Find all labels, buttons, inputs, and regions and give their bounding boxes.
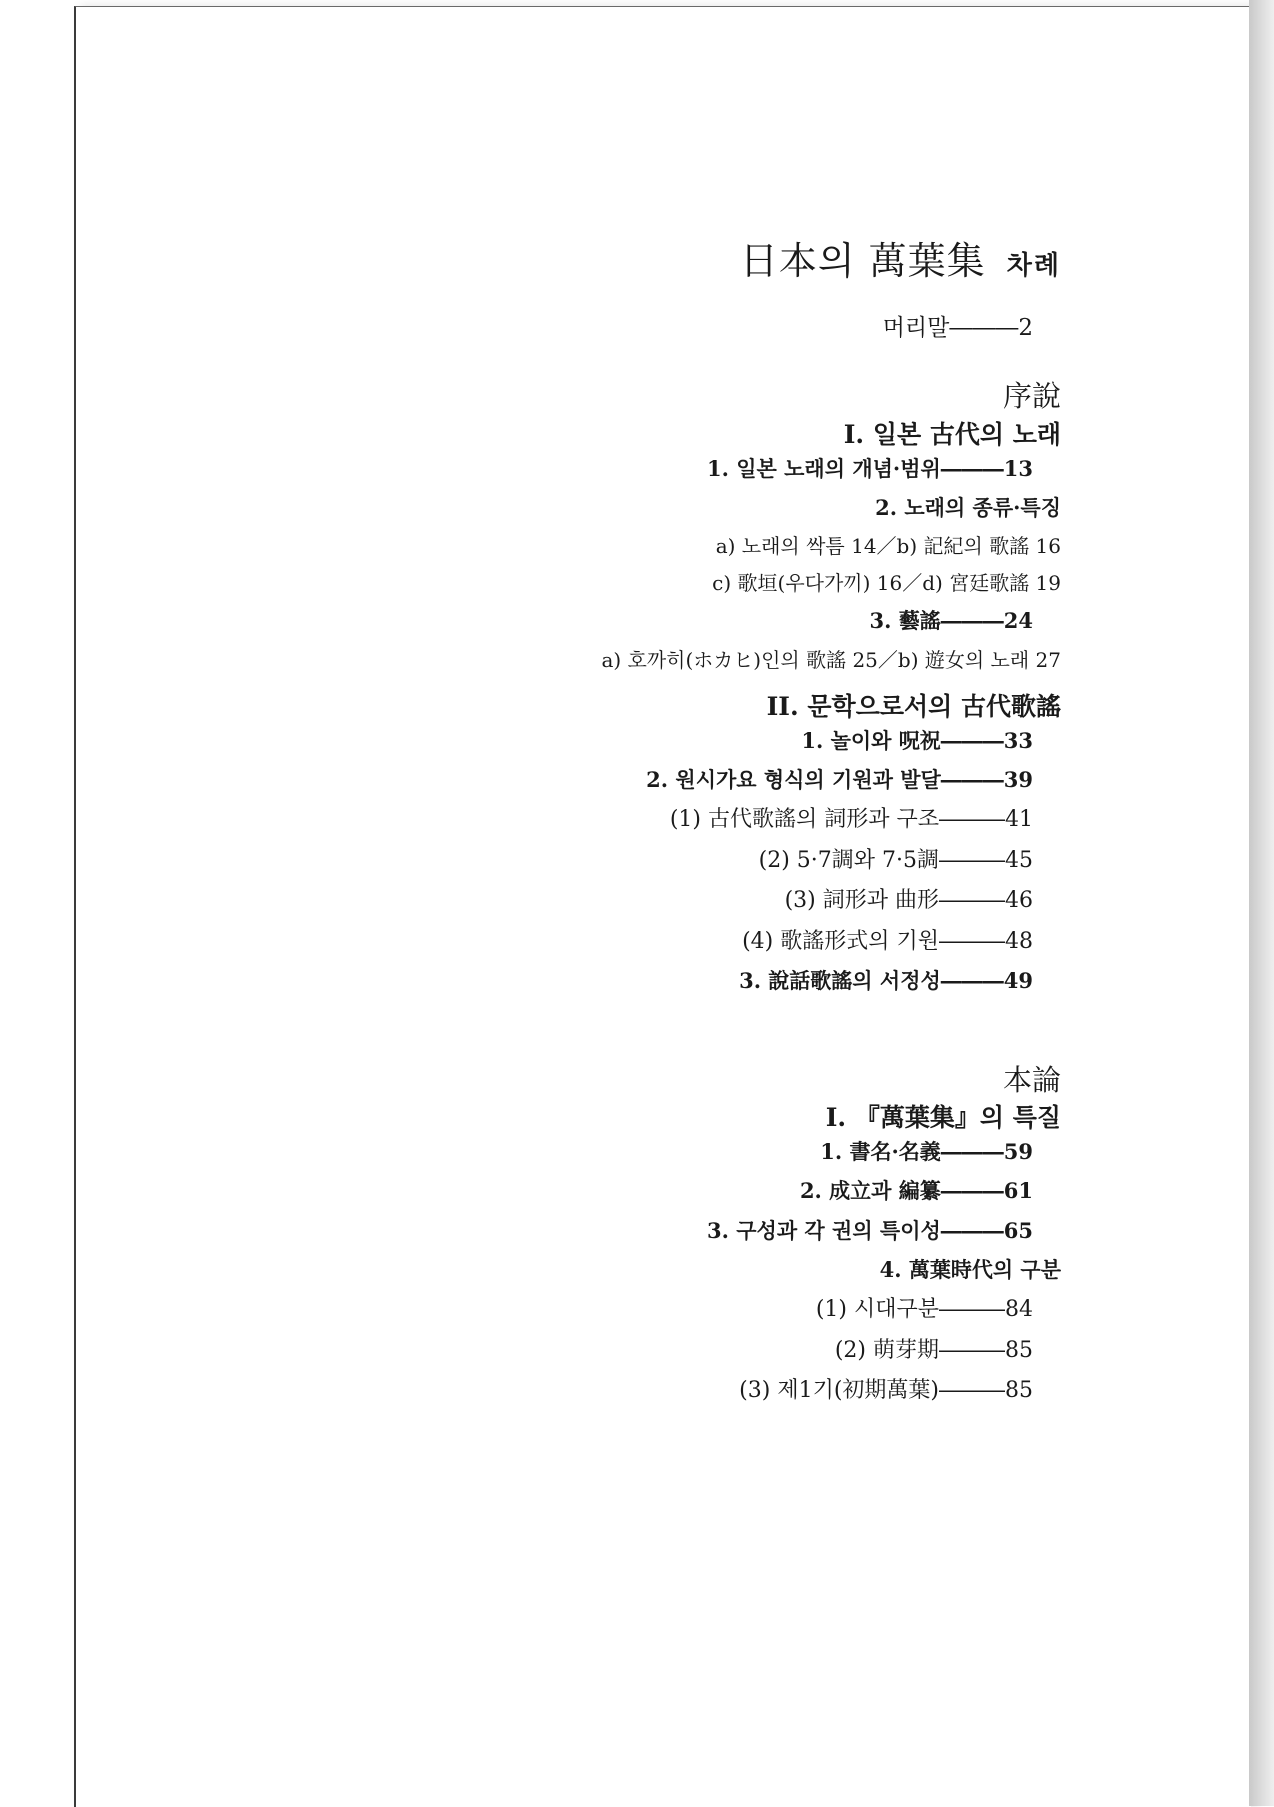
toc-title: 日本의 萬葉集 (739, 239, 986, 283)
toc-subsection: (3) 詞形과 曲形―――46 (784, 888, 1033, 914)
toc-section: 3. 說話歌謠의 서정성―――49 (739, 968, 1033, 994)
toc-subsection: (1) 古代歌謠의 詞形과 구조―――41 (669, 807, 1033, 833)
toc-subsection: (3) 제1기(初期萬葉)―――85 (739, 1378, 1033, 1403)
toc-section: 2. 成立과 編纂―――61 (799, 1178, 1033, 1204)
toc-part-main: 本論 (1002, 1062, 1061, 1097)
toc-part-intro: 序說 (1002, 379, 1061, 414)
toc-section: 2. 노래의 종류·특징 (875, 495, 1061, 520)
toc-title-line (161, 238, 1061, 286)
toc-subsection: a) 노래의 싹틈 14／b) 記紀의 歌謠 16 (715, 534, 1061, 559)
toc-section: 1. 놀이와 呪祝―――33 (801, 727, 1033, 753)
toc-subsection: c) 歌垣(우다가끼) 16／d) 宮廷歌謠 19 (712, 571, 1061, 596)
toc-section: 2. 원시가요 형식의 기원과 발달―――39 (646, 767, 1033, 792)
table-of-contents (161, 238, 1061, 1418)
toc-section: 4. 萬葉時代의 구분 (879, 1256, 1061, 1282)
toc-chapter: II. 문학으로서의 古代歌謠 (766, 691, 1061, 721)
toc-chapter: I. 『萬葉集』의 특질 (825, 1102, 1061, 1132)
toc-subsection: (1) 시대구분―――84 (815, 1297, 1033, 1322)
toc-section: 1. 일본 노래의 개념·범위―――13 (707, 455, 1033, 481)
toc-subsection: (2) 萌芽期―――85 (834, 1337, 1033, 1363)
toc-title-sub: 차례 (1006, 251, 1061, 281)
toc-section: 1. 書名·名義―――59 (820, 1139, 1033, 1164)
toc-subsection: (4) 歌謠形式의 기원―――48 (742, 928, 1033, 954)
toc-entry-preface: 머리말―――2 (882, 314, 1033, 341)
toc-chapter: I. 일본 古代의 노래 (843, 419, 1061, 449)
toc-subsection: a) 호까히(ホカヒ)인의 歌謠 25／b) 遊女의 노래 27 (601, 647, 1061, 672)
page-edge-shadow (1249, 0, 1274, 1806)
toc-section: 3. 藝謠―――24 (869, 608, 1033, 634)
spacer (161, 1008, 1061, 1056)
toc-section: 3. 구성과 각 권의 특이성―――65 (707, 1217, 1033, 1243)
toc-subsection: (2) 5·7調와 7·5調―――45 (758, 847, 1033, 873)
